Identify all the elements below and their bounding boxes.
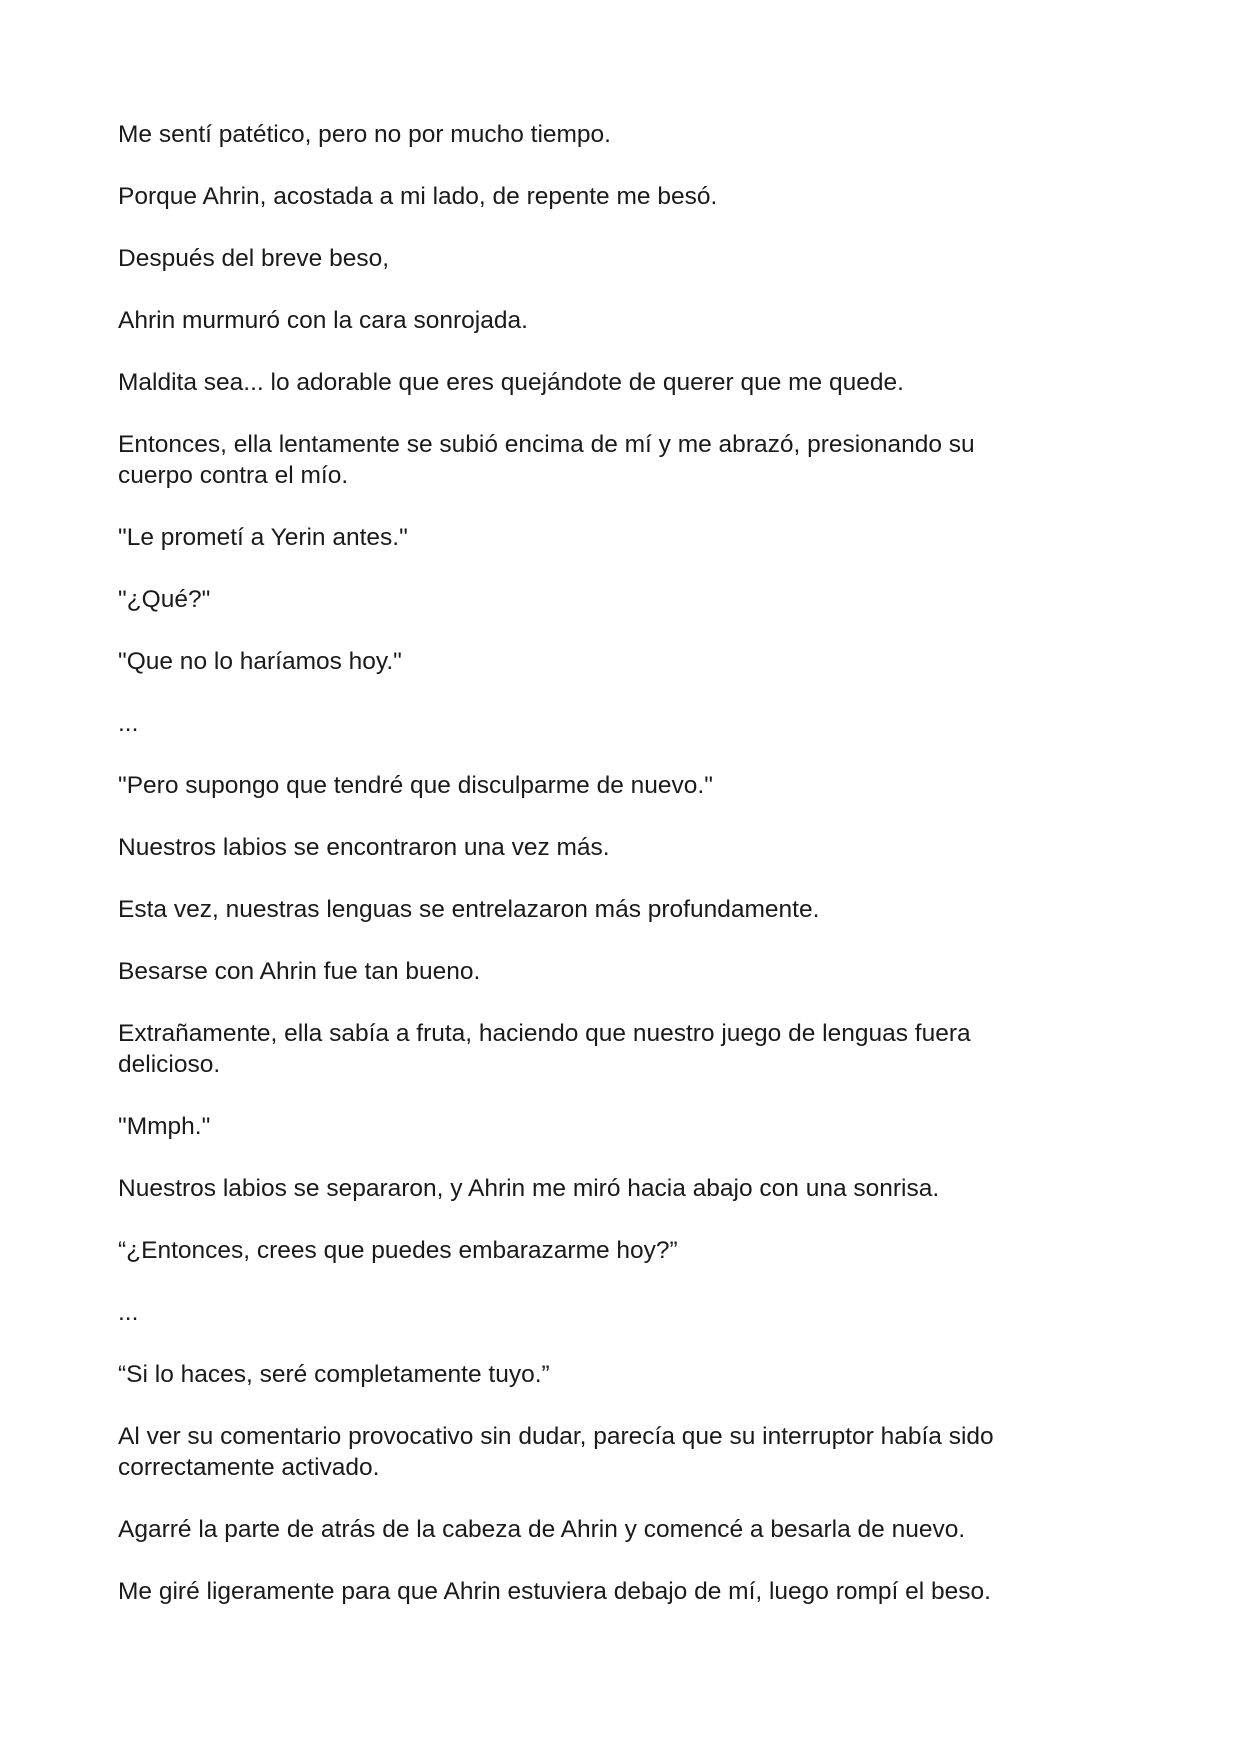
text-column xyxy=(118,119,1118,1638)
paragraph: "Mmph." xyxy=(118,1113,211,1140)
paragraph: Porque Ahrin, acostada a mi lado, de repente me besó. xyxy=(118,183,718,210)
paragraph: ... xyxy=(118,1299,139,1326)
paragraph: Nuestros labios se encontraron una vez más. xyxy=(118,834,610,861)
paragraph: Después del breve beso, xyxy=(118,245,390,272)
paragraph: "Que no lo haríamos hoy." xyxy=(118,648,402,675)
paragraph: Besarse con Ahrin fue tan bueno. xyxy=(118,958,481,985)
paragraph: ... xyxy=(118,710,139,737)
paragraph: Nuestros labios se separaron, y Ahrin me miró hacia abajo con una sonrisa. xyxy=(118,1175,940,1202)
paragraph: “¿Entonces, crees que puedes embarazarme hoy?” xyxy=(118,1237,678,1264)
paragraph: Agarré la parte de atrás de la cabeza de Ahrin y comencé a besarla de nuevo. xyxy=(118,1516,966,1543)
paragraph: Ahrin murmuró con la cara sonrojada. xyxy=(118,307,528,334)
paragraph: Me giré ligeramente para que Ahrin estuviera debajo de mí, luego rompí el beso. xyxy=(118,1578,991,1605)
paragraph: Maldita sea... lo adorable que eres quejándote de querer que me quede. xyxy=(118,369,904,396)
paragraph: Entonces, ella lentamente se subió encima de mí y me abrazó, presionando su cuerpo contra el mío. xyxy=(118,431,975,489)
paragraph: Esta vez, nuestras lenguas se entrelazaron más profundamente. xyxy=(118,896,820,923)
paragraph: “Si lo haces, seré completamente tuyo.” xyxy=(118,1361,550,1388)
paragraph: Extrañamente, ella sabía a fruta, haciendo que nuestro juego de lenguas fuera delicioso. xyxy=(118,1020,971,1078)
paragraph: "Pero supongo que tendré que disculparme de nuevo." xyxy=(118,772,713,799)
paragraph: Me sentí patético, pero no por mucho tiempo. xyxy=(118,121,611,148)
paragraph: Al ver su comentario provocativo sin dudar, parecía que su interruptor había sido correctamente activado. xyxy=(118,1423,994,1481)
paragraph: "¿Qué?" xyxy=(118,586,211,613)
paragraph: "Le prometí a Yerin antes." xyxy=(118,524,408,551)
